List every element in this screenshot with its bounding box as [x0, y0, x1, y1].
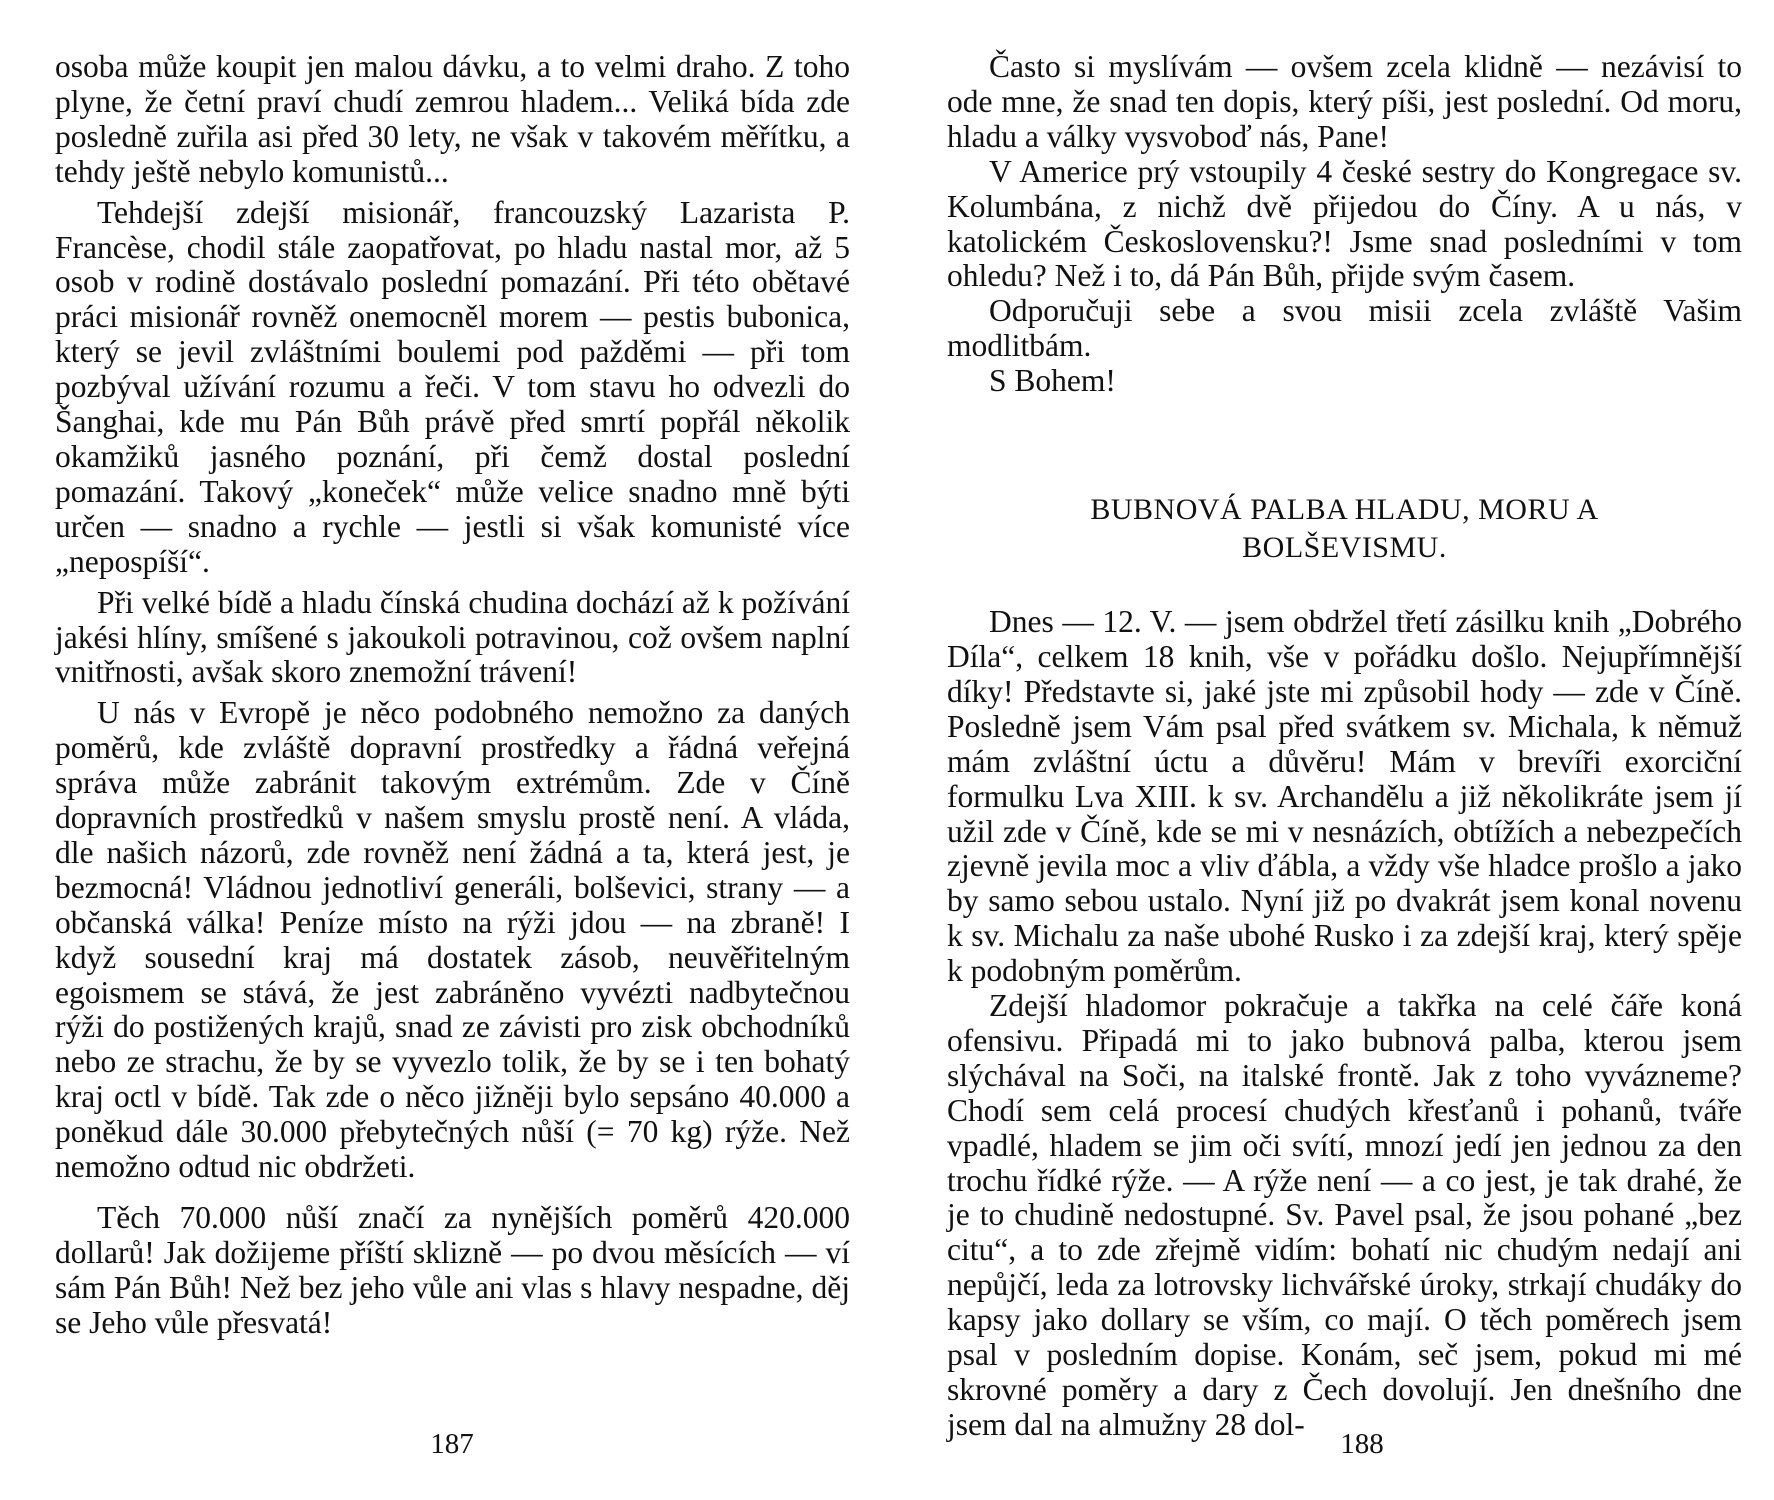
left-paragraph-1: osoba může koupit jen malou dávku, a to velmi draho. Z toho plyne, že četní praví chudí zemrou hladem... Veliká bída zde posledně zuřila asi před 30 lety, ne však v takovém měřítku, a tehdy ještě nebylo komunistů... — [55, 49, 850, 189]
section-heading-line-2: BOLŠEVISMU. — [1242, 531, 1447, 565]
left-page — [55, 50, 850, 1341]
right-body-paragraph-2: Zdejší hladomor pokračuje a takřka na celé čáře koná ofensivu. Připadá mi to jako bubnová palba, kterou jsem slýchával na Soči, na italské frontě. Jak z toho vyvázneme? Chodí sem celá procesí chudých křesťanů i pohanů, tváře vpadlé, hladem se jim oči svítí, mnozí jedí jen jednou za den trochu řídké rýže. — A rýže není — a co jest, je tak drahé, že je to chudině nedostupné. Sv. Pavel psal, že jsou pohané „bez citu“, a to zde zřejmě vidím: bohatí nic chudým nedají ani nepůjčí, leda za lotrovsky lichvářské úroky, strkají chudáky do kapsy jako dollary se vším, co mají. O těch poměrech jsem psal v posledním dopise. Konám, seč jsem, pokud mi mé skrovné poměry a dary z Čech dovolují. Jen dnešního dne jsem dal na almužny 28 dol- — [947, 988, 1742, 1442]
left-paragraph-5: Těch 70.000 nůší značí za nynějších poměrů 420.000 dollarů! Jak dožijeme příští sklizně — po dvou měsících — ví sám Pán Bůh! Než bez jeho vůle ani vlas s hlavy nespadne, děj se Jeho vůle přesvatá! — [55, 1200, 850, 1340]
section-heading — [947, 491, 1742, 567]
left-paragraph-3: Při velké bídě a hladu čínská chudina dochází až k požívání jakési hlíny, smíšené s jakoukoli potravinou, což ovšem naplní vnitřnosti, avšak skoro znemožní trávení! — [55, 584, 850, 690]
right-paragraph-2: V Americe prý vstoupily 4 české sestry do Kongregace sv. Kolumbána, z nichž dvě přijedou do Číny. A u nás, v katolickém Československu?! Jsme snad posledními v tom ohledu? Než i to, dá Pán Bůh, přijde svým časem. — [947, 153, 1742, 294]
section-heading-line-1: BUBNOVÁ PALBA HLADU, MORU A — [1090, 493, 1599, 527]
right-body-paragraph-1: Dnes — 12. V. — jsem obdržel třetí zásilku knih „Dobrého Díla“, celkem 18 knih, vše v pořádku došlo. Nejupřímnější díky! Představte si, jaké jste mi způsobil hody — zde v Číně. Posledně jsem Vám psal před svátkem sv. Michala, k němuž mám zvláštní úctu a důvěru! Mám v brevíři exorciční formulku Lva XIII. k sv. Archandělu a již několikráte jsem jí užil zde v Číně, kde se mi v nesnázích, obtížích a nebezpečích zjevně jevila moc a vliv ďábla, a vždy vše hladce prošlo a jako by samo sebou ustalo. Nyní již po dvakrát jsem konal novenu k sv. Michalu za naše ubohé Rusko i za zdejší kraj, který spěje k podobným poměrům. — [947, 604, 1742, 989]
right-page — [947, 50, 1742, 1443]
right-paragraph-4: S Bohem! — [989, 363, 1116, 399]
letter-closing — [947, 50, 1742, 399]
page-number-left: 187 — [430, 1428, 474, 1460]
page-number-right: 188 — [1340, 1428, 1384, 1460]
left-paragraph-4: U nás v Evropě je něco podobného nemožno za daných poměrů, kde zvláště dopravní prostředky a řádná veřejná správa může zabránit takovým extrémům. Zde v Číně dopravních prostředků v našem smyslu prostě není. A vláda, dle našich názorů, zde rovněž není žádná a ta, která jest, je bezmocná! Vládnou jednotliví generáli, bolševici, strany — a občanská válka! Peníze místo na rýži jdou — na zbraně! I když sousední kraj má dostatek zásob, neuvěřitelným egoismem se stává, že jest zabráněno vyvézti nadbytečnou rýži do postižených krajů, snad ze závisti pro zisk obchodníků nebo ze strachu, že by se vyvezlo tolik, že by se i ten bohatý kraj octl v bídě. Tak zde o něco jižněji bylo sepsáno 40.000 a poněkud dále 30.000 přebytečných nůší (= 70 kg) rýže. Než nemožno odtud nic obdržeti. — [55, 695, 850, 1185]
right-paragraph-3: Odporučuji sebe a svou misii zcela zvláště Vašim modlitbám. — [947, 293, 1742, 364]
right-paragraph-1: Často si myslívám — ovšem zcela klidně — nezávisí to ode mne, že snad ten dopis, který píši, jest poslední. Od moru, hladu a války vysvoboď nás, Pane! — [947, 49, 1742, 154]
left-paragraph-2: Tehdejší zdejší misionář, francouzský Lazarista P. Francèse, chodil stále zaopatřovat, po hladu nastal mor, až 5 osob v rodině dostávalo poslední pomazání. Při této obětavé práci misionář rovněž onemocněl morem — pestis bubonica, který se jevil zvláštními boulemi pod pažděmi — při tom pozbýval užívání rozumu a řeči. V tom stavu ho odvezli do Šanghai, kde mu Pán Bůh právě před smrtí popřál několik okamžiků jasného poznání, při čemž dostal poslední pomazání. Takový „koneček“ může velice snadno mně býti určen — snadno a rychle — jestli si však komunisté více „nepospíší“. — [55, 194, 850, 579]
